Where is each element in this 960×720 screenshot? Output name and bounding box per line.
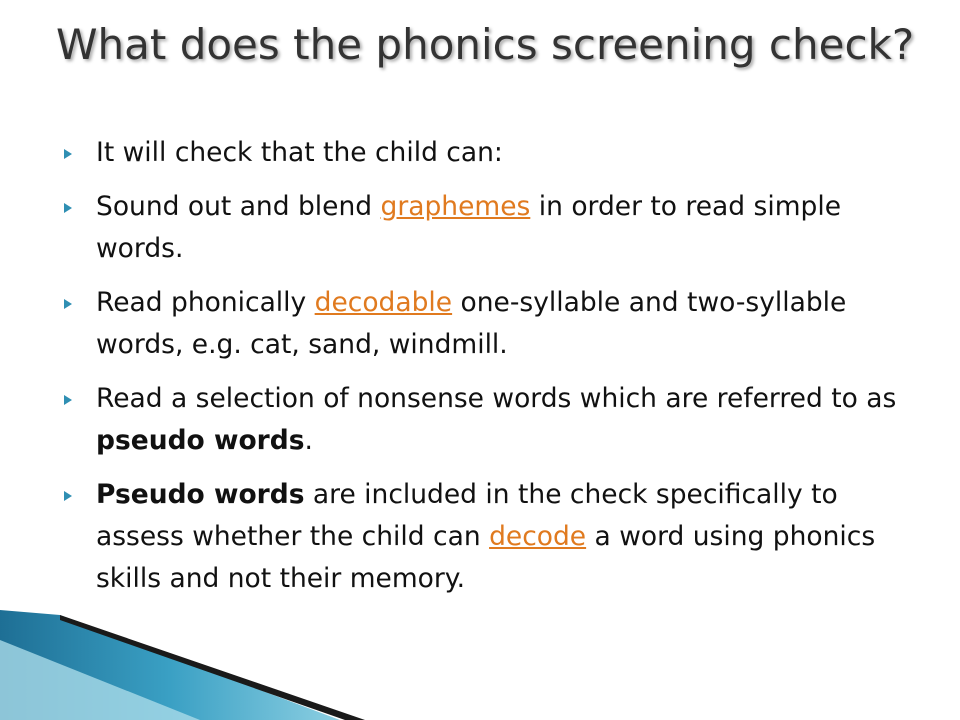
decodable-link[interactable]: decodable <box>314 287 453 318</box>
bullet-item <box>64 282 904 366</box>
bullet-list <box>64 132 904 612</box>
bullet-item <box>64 132 904 174</box>
slide-title: What does the phonics screening check? <box>56 20 915 69</box>
bullet-text: It will check that the child can: <box>96 137 503 168</box>
bullet-item <box>64 378 904 462</box>
bullet-text: . <box>304 425 313 456</box>
bullet-arrow-icon <box>64 299 72 309</box>
bullet-text: one-syllable and two-syllable words, e.g. cat, sand, windmill. <box>96 287 847 360</box>
bullet-arrow-icon <box>64 149 72 159</box>
bullet-item <box>64 186 904 270</box>
bold-term: pseudo words <box>96 425 305 456</box>
graphemes-link[interactable]: graphemes <box>380 191 531 222</box>
decode-link[interactable]: decode <box>489 521 587 552</box>
bullet-arrow-icon <box>64 203 72 213</box>
bullet-text: a word using phonics skills and not their memory. <box>96 521 876 594</box>
bullet-text: Read phonically <box>96 287 315 318</box>
bullet-text: in order to read simple words. <box>96 191 842 264</box>
bullet-arrow-icon <box>64 491 72 501</box>
bullet-text: are included in the check specifically to assess whether the child can <box>96 479 838 552</box>
bullet-arrow-icon <box>64 395 72 405</box>
bold-term: Pseudo words <box>96 479 305 510</box>
bullet-text: Sound out and blend <box>96 191 381 222</box>
bullet-text: Read a selection of nonsense words which are referred to as <box>96 383 897 414</box>
bullet-item <box>64 474 904 600</box>
